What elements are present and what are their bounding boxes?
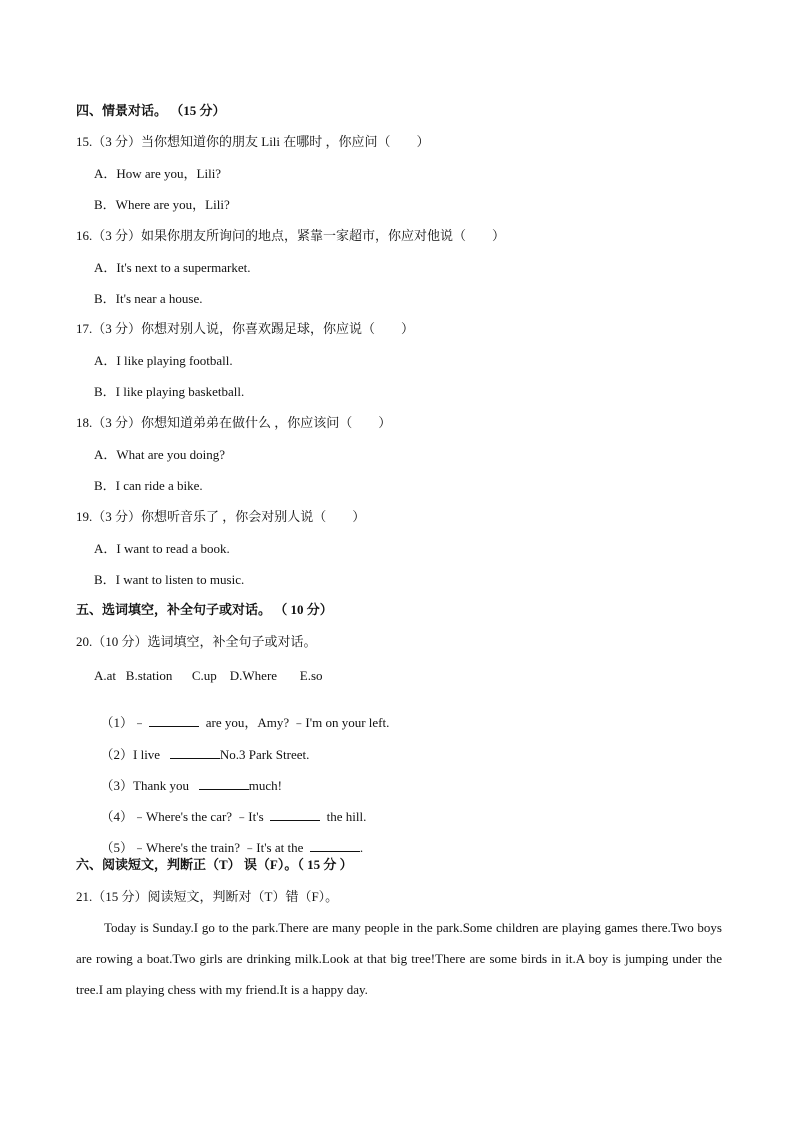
fill-item-3-pre: （3）Thank you (100, 778, 193, 793)
fill-blank-5[interactable] (310, 840, 360, 852)
question-20: 20.（10 分）选词填空，补全句子或对话。 (76, 634, 317, 649)
question-16: 16.（3 分）如果你朋友所询问的地点，紧靠一家超市，你应对他说（ ） (76, 228, 506, 243)
fill-blank-4[interactable] (270, 809, 320, 821)
fill-item-2-pre: （2）I live (100, 747, 164, 762)
section-heading-5: 五、选词填空，补全句子或对话。 （ 10 分） (76, 602, 333, 617)
fill-item-5-pre: （5）﹣Where's the train? ﹣It's at the (100, 840, 307, 855)
fill-item-1-post: are you，Amy? ﹣I'm on your left. (202, 715, 390, 730)
fill-item-2-post: No.3 Park Street. (219, 747, 310, 762)
fill-item-3 (94, 765, 282, 792)
question-21: 21.（15 分）阅读短文，判断对（T）错（F）。 (76, 889, 339, 904)
question-18: 18.（3 分）你想知道弟弟在做什么 ，你应该问（ ） (76, 415, 392, 430)
fill-blank-3[interactable] (199, 778, 249, 790)
fill-item-4-pre: （4）﹣Where's the car? ﹣It's (100, 809, 267, 824)
section-heading-6: 六、阅读短文，判断正（T） 误（F）。（ 15 分 ） (76, 857, 353, 872)
fill-item-5 (94, 827, 363, 854)
option-18-a[interactable]: A．What are you doing? (94, 447, 226, 462)
option-17-a[interactable]: A．I like playing football. (94, 353, 233, 368)
option-15-b[interactable]: B．Where are you，Lili? (94, 197, 230, 212)
fill-item-3-post: much! (248, 778, 282, 793)
option-19-b[interactable]: B．I want to listen to music. (94, 572, 245, 587)
question-19: 19.（3 分）你想听音乐了 ，你会对别人说（ ） (76, 509, 366, 524)
fill-item-5-post: . (359, 840, 364, 855)
option-19-a[interactable]: A．I want to read a book. (94, 541, 230, 556)
option-17-b[interactable]: B．I like playing basketball. (94, 384, 245, 399)
option-16-b[interactable]: B．It's near a house. (94, 291, 203, 306)
fill-blank-2[interactable] (170, 747, 220, 759)
fill-item-2 (94, 734, 309, 761)
question-17: 17.（3 分）你想对别人说，你喜欢踢足球，你应说（ ） (76, 321, 415, 336)
word-bank: A.at B.station C.up D.Where E.so (94, 668, 323, 683)
fill-item-4-post: the hill. (320, 809, 367, 824)
reading-passage: Today is Sunday.I go to the park.There are many people in the park.Some children are playing games there.Two boys are rowing a boat.Two girls are drinking milk.Look at that big tree!There are some birds in it.A boy is jumping under the tree.I am playing chess with my friend.It is a happy day. (76, 920, 722, 997)
fill-item-1-pre: （1）﹣ (100, 715, 147, 730)
fill-blank-1[interactable] (149, 715, 199, 727)
fill-item-4 (94, 796, 366, 823)
option-18-b[interactable]: B．I can ride a bike. (94, 478, 203, 493)
question-15: 15.（3 分）当你想知道你的朋友 Lili 在哪时 ，你应问（ ） (76, 134, 430, 149)
section-heading-4: 四、情景对话。 （15 分） (76, 103, 226, 118)
fill-item-1 (94, 702, 389, 729)
option-15-a[interactable]: A．How are you，Lili? (94, 166, 222, 181)
option-16-a[interactable]: A．It's next to a supermarket. (94, 260, 251, 275)
